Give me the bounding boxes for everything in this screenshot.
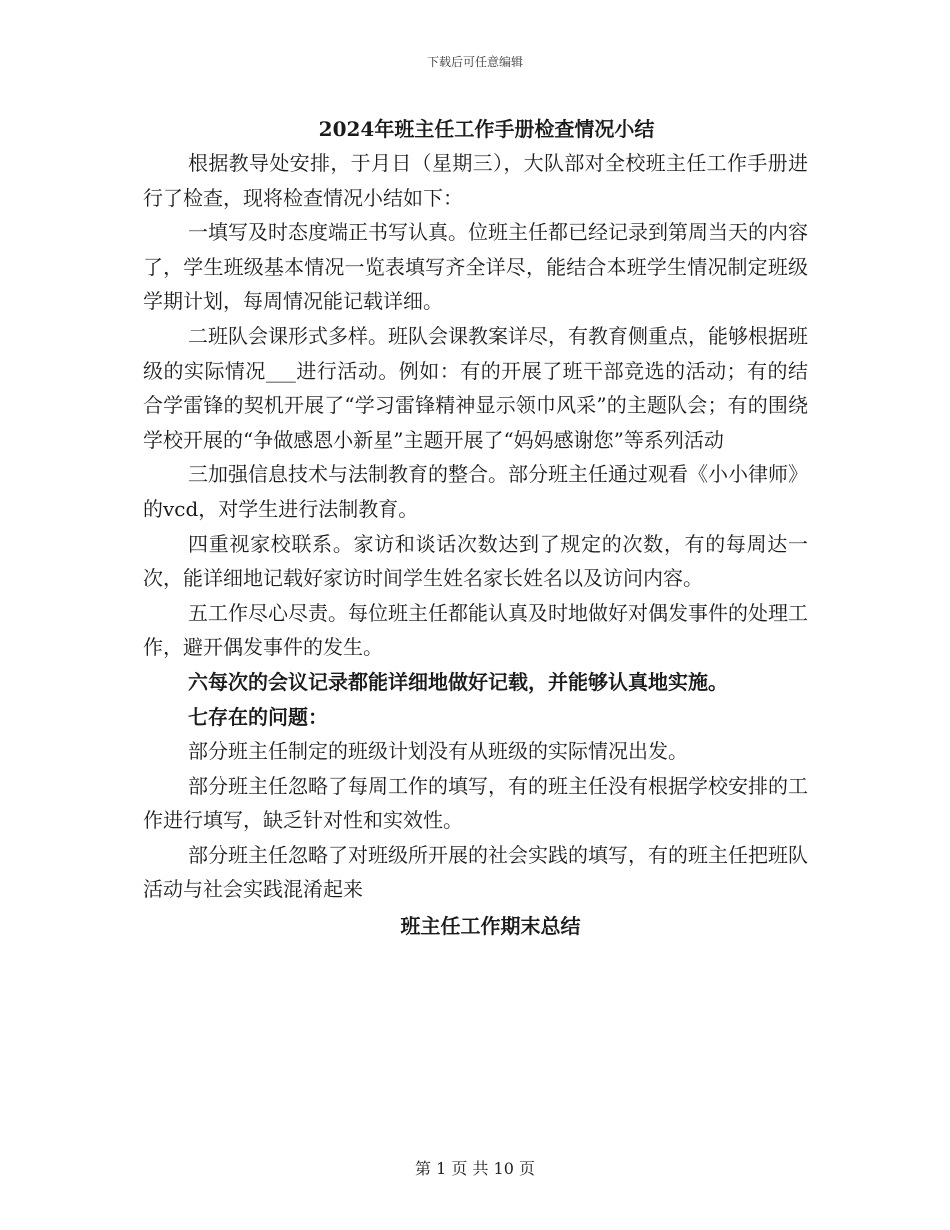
paragraph-point-6: 六每次的会议记录都能详细地做好记载，并能够认真地实施。 xyxy=(188,669,728,694)
document-subtitle: 班主任工作期末总结 xyxy=(400,914,581,939)
paragraph-issue-3: 部分班主任忽略了对班级所开展的社会实践的填写，有的班主任把班队活动与社会实践混淆起来 xyxy=(143,842,808,902)
header-note: 下载后可任意编辑 xyxy=(426,55,523,69)
document-body xyxy=(143,112,808,943)
paragraph-point-7-heading: 七存在的问题： xyxy=(188,704,328,729)
paragraph-intro: 根据教导处安排，于月日（星期三），大队部对全校班主任工作手册进行了检查，现将检查情况小结如下： xyxy=(143,151,808,210)
paragraph-issue-2: 部分班主任忽略了每周工作的填写，有的班主任没有根据学校安排的工作进行填写，缺乏针对性和实效性。 xyxy=(143,773,808,833)
document-title: 2024年班主任工作手册检查情况小结 xyxy=(318,117,655,141)
paragraph-point-5: 五工作尽心尽责。每位班主任都能认真及时地做好对偶发事件的处理工作，避开偶发事件的发生。 xyxy=(143,600,808,660)
paragraph-issue-1: 部分班主任制定的班级计划没有从班级的实际情况出发。 xyxy=(188,739,688,764)
paragraph-point-2: 二班队会课形式多样。班队会课教案详尽，有教育侧重点，能够根据班级的实际情况___进行活动。例如：有的开展了班干部竞选的活动；有的结合学雷锋的契机开展了“学习雷锋精神显示领巾风采”的主题队会；有的围绕学校开展的“争做感恩小新星”主题开展了“妈妈感谢您”等系列活动 xyxy=(143,323,808,452)
paragraph-point-4: 四重视家校联系。家访和谈话次数达到了规定的次数，有的每周达一次，能详细地记载好家访时间学生姓名家长姓名以及访问内容。 xyxy=(143,531,808,591)
page-number: 第 1 页 共 10 页 xyxy=(415,1159,535,1178)
paragraph-point-1: 一填写及时态度端正书写认真。位班主任都已经记录到第周当天的内容了，学生班级基本情况一览表填写齐全详尽，能结合本班学生情况制定班级学期计划，每周情况能记载详细。 xyxy=(143,220,808,314)
paragraph-point-3: 三加强信息技术与法制教育的整合。部分班主任通过观看《小小律师》的vcd，对学生进行法制教育。 xyxy=(143,462,808,521)
